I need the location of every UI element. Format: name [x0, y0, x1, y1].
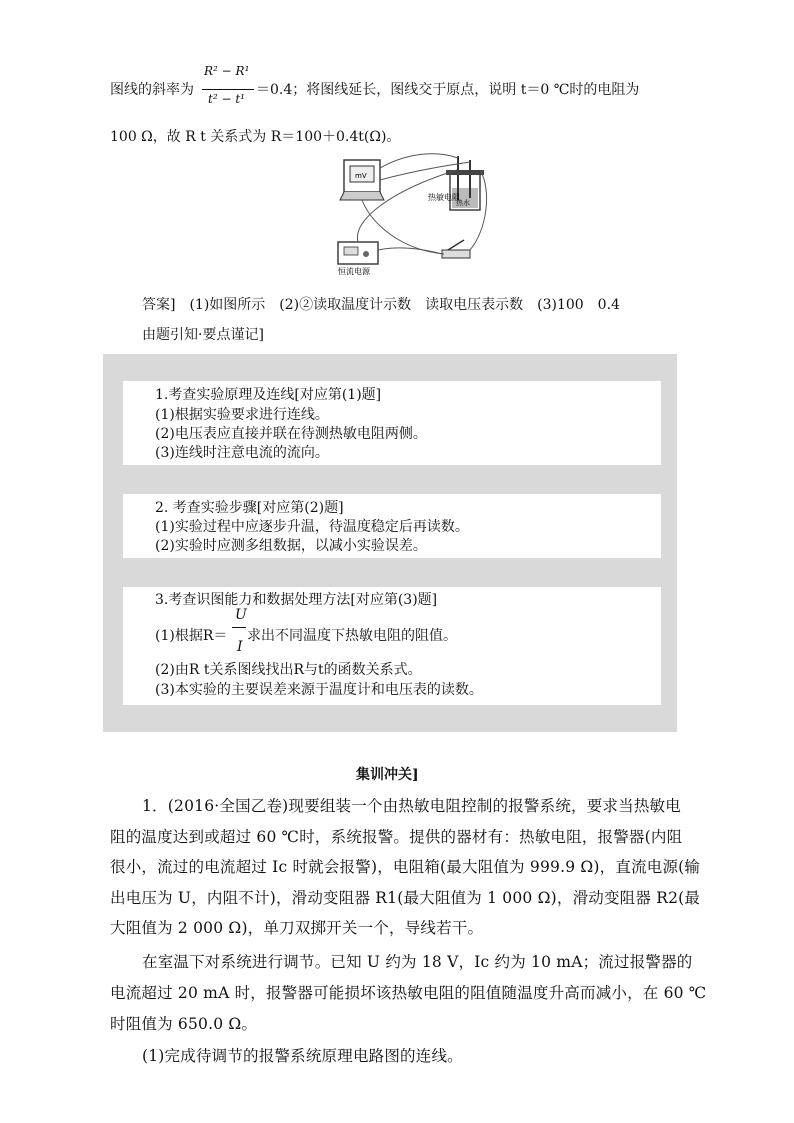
- card-item: (3)连线时注意电流的流向。: [155, 445, 329, 461]
- meter-label: mV: [355, 172, 367, 180]
- slope-denominator: t² − t¹: [208, 92, 245, 106]
- card-item: (3)本实验的主要误差来源于温度计和电压表的读数。: [155, 682, 483, 698]
- card-item: (2)实验时应测多组数据，以减小实验误差。: [155, 538, 427, 554]
- card-item: (2)电压表应直接并联在待测热敏电阻两侧。: [155, 426, 427, 442]
- fraction-bar: [232, 627, 246, 628]
- problem-line: 大阻值为 2 000 Ω)，单刀双掷开关一个，导线若干。: [110, 919, 484, 937]
- fraction-bar: [202, 89, 254, 90]
- problem-line: 很小，流过的电流超过 Ic 时就会报警)，电阻箱(最大阻值为 999.9 Ω)，直流电源(输: [110, 858, 701, 876]
- experiment-circuit-figure: [332, 150, 492, 280]
- problem-line: 1．(2016·全国乙卷)现要组装一个由热敏电阻控制的报警系统，要求当热敏电: [142, 797, 681, 815]
- card-title: 2. 考查实验步骤[对应第(2)题]: [155, 500, 344, 516]
- switch-icon: [442, 240, 470, 258]
- problem-line: 在室温下对系统进行调节。已知 U 约为 18 V，Ic 约为 10 mA；流过报警器的: [142, 953, 693, 971]
- answer-line: 答案] (1)如图所示 (2)②读取温度计示数 读取电压表示数 (3)100 0.4: [142, 297, 620, 313]
- problem-line: 阻的温度达到或超过 60 ℃时，系统报警。提供的器材有：热敏电阻，报警器(内阻: [110, 828, 683, 846]
- slope-line-prefix: 图线的斜率为: [110, 82, 194, 98]
- problem-line: 电流超过 20 mA 时，报警器可能损坏该热敏电阻的阻值随温度升高而减小，在 60 ℃: [110, 984, 707, 1002]
- fraction-denominator: I: [237, 639, 243, 655]
- problem-line: 出电压为 U，内阻不计)，滑动变阻器 R1(最大阻值为 1 000 Ω)，滑动变阻器 R2(最: [110, 889, 701, 907]
- slope-line-suffix: ＝0.4；将图线延长，图线交于原点，说明 t＝0 ℃时的电阻为: [256, 82, 640, 98]
- card-title: 3.考查识图能力和数据处理方法[对应第(3)题]: [155, 592, 438, 608]
- key-point-card-1: [123, 381, 661, 465]
- section-title: 集训冲关]: [356, 767, 419, 783]
- voltmeter-icon: [340, 160, 384, 200]
- card-item: (1)根据实验要求进行连线。: [155, 407, 329, 423]
- key-points-heading: 由题引知·要点谨记]: [142, 327, 264, 343]
- fraction-numerator: U: [235, 607, 247, 623]
- key-point-card-3: [123, 587, 661, 705]
- card-item: (2)由R t关系图线找出R与t的函数关系式。: [155, 662, 422, 678]
- card-item: (1)根据R＝: [155, 628, 228, 644]
- relation-line: 100 Ω，故 R t 关系式为 R＝100＋0.4t(Ω)。: [110, 129, 401, 145]
- problem-line: 时阻值为 650.0 Ω。: [110, 1015, 258, 1033]
- problem-line: (1)完成待调节的报警系统原理电路图的连线。: [142, 1047, 463, 1065]
- source-label: 恒流电源: [338, 267, 370, 276]
- card-title: 1.考查实验原理及连线[对应第(1)题]: [155, 387, 382, 403]
- card-item: (1)实验过程中应逐步升温，待温度稳定后再读数。: [155, 519, 469, 535]
- beaker-label: 热水: [456, 199, 470, 207]
- slope-numerator: R² − R¹: [204, 64, 250, 78]
- thermistor-label: 热敏电阻: [428, 193, 460, 202]
- card-item: 求出不同温度下热敏电阻的阻值。: [247, 628, 457, 644]
- key-point-card-2: [123, 494, 661, 558]
- power-source-icon: [338, 242, 378, 264]
